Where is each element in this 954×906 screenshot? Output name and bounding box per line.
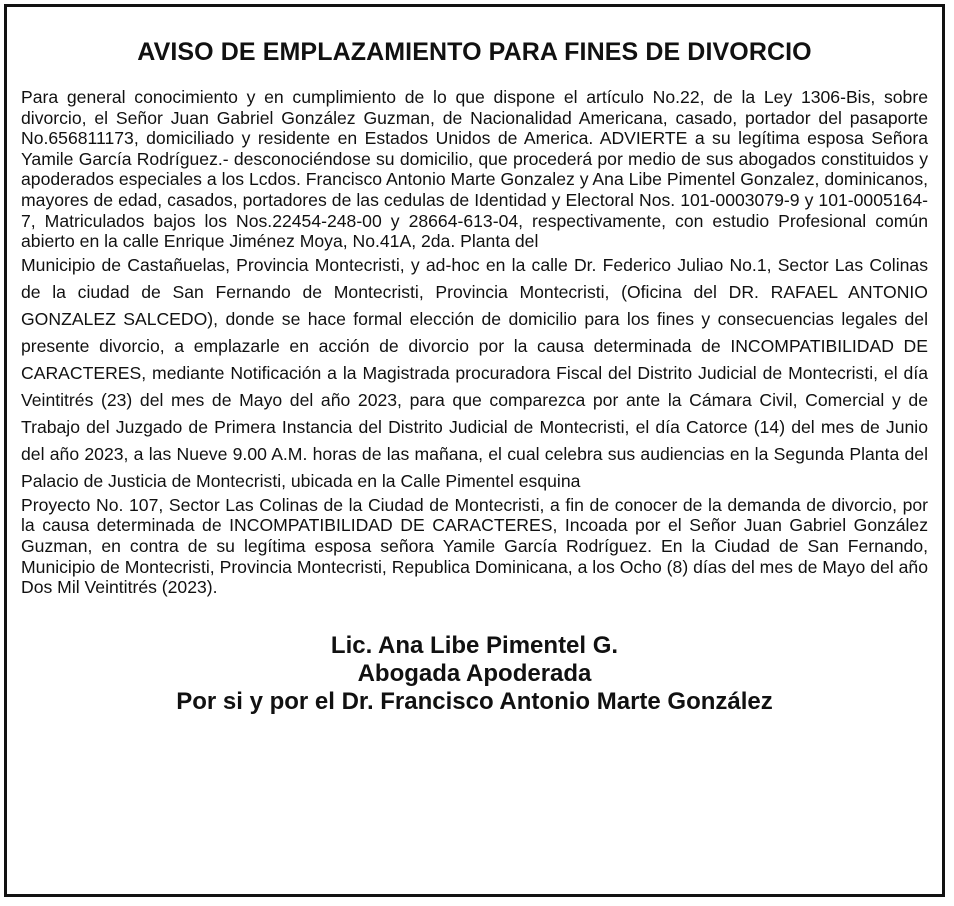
notice-body-part-1: Para general conocimiento y en cumplimiento de lo que dispone el artículo No.22, de la Ley 1306-Bis, sobre divorcio, el Señor Juan Gabriel González Guzman, de Nacionalidad Americana, casado, portador del pasaporte No.656811173, domiciliado y residente en Estados Unidos de America. ADVIERTE a su legítima esposa Señora Yamile García Rodríguez.- desconociéndose su domicilio, que procederá por medio de sus abogados constituidos y apoderados especiales a los Lcdos. Francisco Antonio Marte Gonzalez y Ana Libe Pimentel Gonzalez, dominicanos, mayores de edad, casados, portadores de las cedulas de Identidad y Electoral Nos. 101-0003079-9 y 101-0005164-7, Matriculados bajos los Nos.22454-248-00 y 28664-613-04, respectivamente, con estudio Profesional común abierto en la calle Enrique Jiménez Moya, No.41A, 2da. Planta del	[21, 87, 928, 252]
notice-body-part-2: Municipio de Castañuelas, Provincia Montecristi, y ad-hoc en la calle Dr. Federico Juliao No.1, Sector Las Colinas de la ciudad de San Fernando de Montecristi, Provincia Montecristi, (Oficina del DR. RAFAEL ANTONIO GONZALEZ SALCEDO), donde se hace formal elección de domicilio para los fines y consecuencias legales del presente divorcio, a emplazarle en acción de divorcio por la causa determinada de INCOMPATIBILIDAD DE CARACTERES, mediante Notificación a la Magistrada procuradora Fiscal del Distrito Judicial de Montecristi, el día Veintitrés (23) del mes de Mayo del año 2023, para que comparezca por ante la Cámara Civil, Comercial y de Trabajo del Juzgado de Primera Instancia del Distrito Judicial de Montecristi, el día Catorce (14) del mes de Junio del año 2023, a las Nueve 9.00 A.M. horas de las mañana, el cual celebra sus audiencias en la Segunda Planta del Palacio de Justicia de Montecristi, ubicada en la Calle Pimentel esquina	[21, 254, 928, 491]
signatory-role: Abogada Apoderada	[357, 659, 592, 687]
signatory-on-behalf: Por si y por el Dr. Francisco Antonio Marte González	[176, 687, 773, 715]
legal-notice	[4, 4, 945, 897]
notice-body-part-3: Proyecto No. 107, Sector Las Colinas de la Ciudad de Montecristi, a fin de conocer de la demanda de divorcio, por la causa determinada de INCOMPATIBILIDAD DE CARACTERES, Incoada por el Señor Juan Gabriel González Guzman, en contra de su legítima esposa señora Yamile García Rodríguez. En la Ciudad de San Fernando, Municipio de Montecristi, Provincia Montecristi, Republica Dominicana, a los Ocho (8) días del mes de Mayo del año Dos Mil Veintitrés (2023).	[21, 494, 928, 598]
notice-title: AVISO DE EMPLAZAMIENTO PARA FINES DE DIVORCIO	[137, 38, 812, 66]
signatory-name: Lic. Ana Libe Pimentel G.	[330, 631, 619, 659]
notice-body	[21, 87, 928, 598]
signature-block	[7, 632, 942, 716]
